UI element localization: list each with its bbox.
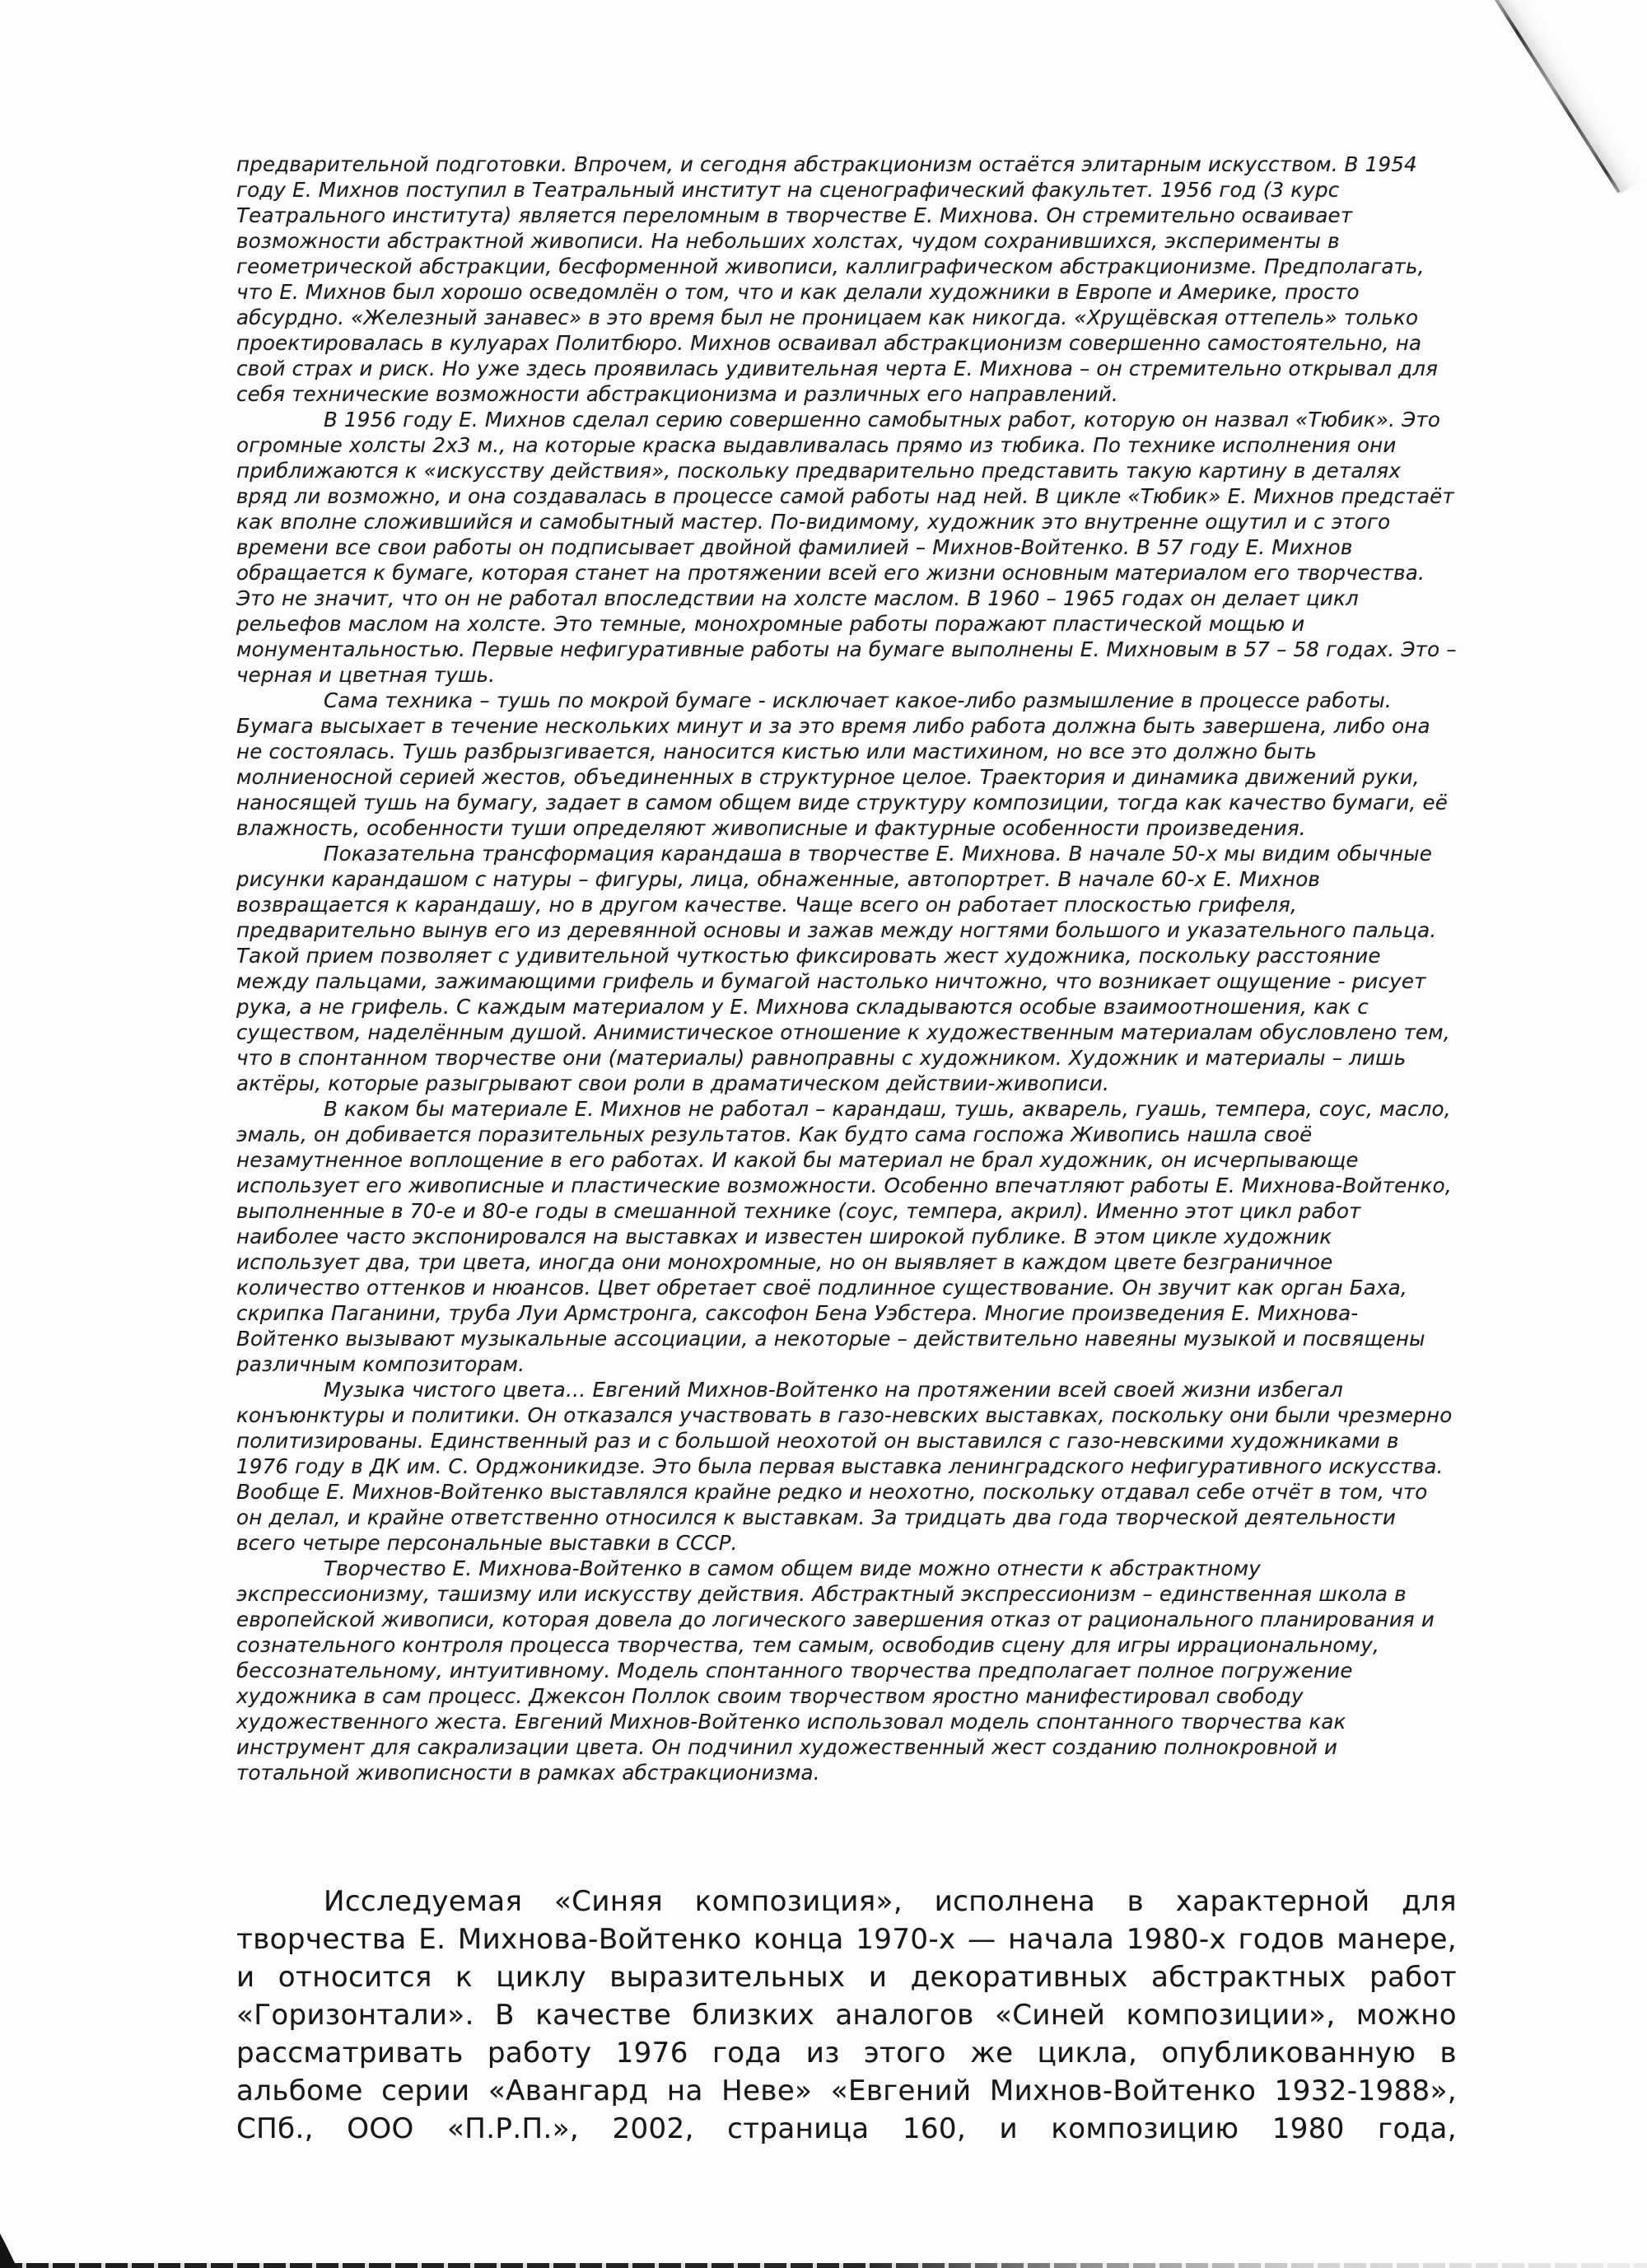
paragraph-materials-color: В каком бы материале Е. Михнов не работал – карандаш, тушь, акварель, гуашь, темпера, соус, масло, эмаль, он добивается поразительных результатов. Как будто сама госпожа Живопись нашла своё незамутненное воплощение в его работах. И какой бы материал не брал художник, он исчерпывающе использует его живописные и пластические возможности. Особенно впечатляют работы Е. Михнова-Войтенко, выполненные в 70-е и 80-е годы в смешанной технике (соус, темпера, акрил). Именно этот цикл работ наиболее часто экспонировался на выставках и известен широкой публике. В этом цикле художник использует два, три цвета, иногда они монохромные, но он выявляет в каждом цвете безграничное количество оттенков и нюансов. Цвет обретает своё подлинное существование. Он звучит как орган Баха, скрипка Паганини, труба Луи Армстронга, саксофон Бена Уэбстера. Многие произведения Е. Михнова-Войтенко вызывают музыкальные ассоциации, а некоторые – действительно навеяны музыкой и посвящены различным композиторам. — [236, 1097, 1452, 1376]
paragraph-continuation: предварительной подготовки. Впрочем, и сегодня абстракционизм остаётся элитарным искусством. В 1954 году Е. Михнов поступил в Театральный институт на сценографический факультет. 1956 год (3 курс Театрального института) является переломным в творчестве Е. Михнова. Он стремительно осваивает возможности абстрактной живописи. На небольших холстах, чудом сохранившихся, эксперименты в геометрической абстракции, бесформенной живописи, каллиграфическом абстракционизме. Предполагать, что Е. Михнов был хорошо осведомлён о том, что и как делали художники в Европе и Америке, просто абсурдно. «Железный занавес» в это время был не проницаем как никогда. «Хрущёвская оттепель» только проектировалась в кулуарах Политбюро. Михнов осваивал абстракционизм совершенно самостоятельно, на свой страх и риск. Но уже здесь проявилась удивительная черта Е. Михнова – он стремительно открывал для себя технические возможности абстракционизма и различных его направлений. — [236, 152, 1439, 406]
paragraph-ink-technique: Сама техника – тушь по мокрой бумаге - исключает какое-либо размышление в процессе работы. Бумага высыхает в течение нескольких минут и за это время либо работа должна быть завершена, либо она не состоялась. Тушь разбрызгивается, наносится кистью или мастихином, но все это должно быть молниеносной серией жестов, объединенных в структурное целое. Траектория и динамика движений руки, наносящей тушь на бумагу, задает в самом общем виде структуру композиции, тогда как качество бумаги, её влажность, особенности туши определяют живописные и фактурные особенности произведения. — [236, 688, 1448, 840]
document-text-block — [236, 152, 1457, 2148]
paragraph-abstract-expressionism: Творчество Е. Михнова-Войтенко в самом общем виде можно отнести к абстрактному экспрессионизму, ташизму или искусству действия. Абстрактный экспрессионизм – единственная школа в европейской живописи, которая довела до логического завершения отказ от рационального планирования и сознательного контроля процесса творчества, тем самым, освободив сцену для игры иррациональному, бессознательному, интуитивному. Модель спонтанного творчества предполагает полное погружение художника в сам процесс. Джексон Поллок своим творчеством яростно манифестировал свободу художественного жеста. Евгений Михнов-Войтенко использовал модель спонтанного творчества как инструмент для сакрализации цвета. Он подчинил художественный жест созданию полнокровной и тотальной живописности в рамках абстракционизма. — [236, 1556, 1435, 1785]
paragraph-pencil-transformation: Показательна трансформация карандаша в творчестве Е. Михнова. В начале 50-х мы видим обычные рисунки карандашом с натуры – фигуры, лица, обнаженные, автопортрет. В начале 60-х Е. Михнов возвращается к карандашу, но в другом качестве. Чаще всего он работает плоскостью грифеля, предварительно вынув его из деревянной основы и зажав между ногтями большого и указательного пальца. Такой прием позволяет с удивительной чуткостью фиксировать жест художника, поскольку расстояние между пальцами, зажимающими грифель и бумагой настолько ничтожно, что возникает ощущение - рисует рука, а не грифель. С каждым материалом у Е. Михнова складываются особые взаимоотношения, как с существом, наделённым душой. Анимистическое отношение к художественным материалам обусловлено тем, что в спонтанном творчестве они (материалы) равноправны с художником. Художник и материалы – лишь актёры, которые разыгрывают свои роли в драматическом действии-живописи. — [236, 842, 1450, 1095]
paragraph-tubik-series: В 1956 году Е. Михнов сделал серию совершенно самобытных работ, которую он назвал «Тюбик». Это огромные холсты 2х3 м., на которые краска выдавливалась прямо из тюбика. По технике исполнения они приближаются к «искусству действия», поскольку предварительно представить такую картину в деталях вряд ли возможно, и она создавалась в процессе самой работы над ней. В цикле «Тюбик» Е. Михнов предстаёт как вполне сложившийся и самобытный мастер. По-видимому, художник это внутренне ощутил и с этого времени все свои работы он подписывает двойной фамилией – Михнов-Войтенко. В 57 году Е. Михнов обращается к бумаге, которая станет на протяжении всей его жизни основным материалом его творчества. Это не значит, что он не работал впоследствии на холсте маслом. В 1960 – 1965 годах он делает цикл рельефов маслом на холсте. Это темные, монохромные работы поражают пластической мощью и монументальностью. Первые нефигуративные работы на бумаге выполнены Е. Михновым в 57 – 58 годах. Это – черная и цветная тушь. — [236, 408, 1457, 687]
paragraph-blue-composition-conclusion: Исследуемая «Синяя композиция», исполнена в характерной для творчества Е. Михнова-Войтенко конца 1970-х — начала 1980-х годов манере, и относится к циклу выразительных и декоративных абстрактных работ «Горизонтали». В качестве близких аналогов «Синей композиции», можно рассматривать работу 1976 года из этого же цикла, опубликованную в альбоме серии «Авангард на Неве» «Евгений Михнов-Войтенко 1932-1988», СПб., ООО «П.Р.П.», 2002, страница 160, и композицию 1980 года, — [236, 1885, 1457, 2145]
paragraph-exhibitions: Музыка чистого цвета… Евгений Михнов-Войтенко на протяжении всей своей жизни избегал конъюнктуры и политики. Он отказался участвовать в газо-невских выставках, поскольку они были чрезмерно политизированы. Единственный раз и с большой неохотой он выставился с газо-невскими художниками в 1976 году в ДК им. С. Орджоникидзе. Это была первая выставка ленинградского нефигуративного искусства. Вообще Е. Михнов-Войтенко выставлялся крайне редко и неохотно, поскольку отдавал себе отчёт в том, что он делал, и крайне ответственно относился к выставкам. За тридцать два года творческой деятельности всего четыре персональные выставки в СССР. — [236, 1378, 1453, 1555]
scan-crease-artifact — [1487, 0, 1621, 194]
scan-bottom-edge-artifact — [0, 2263, 1647, 2268]
